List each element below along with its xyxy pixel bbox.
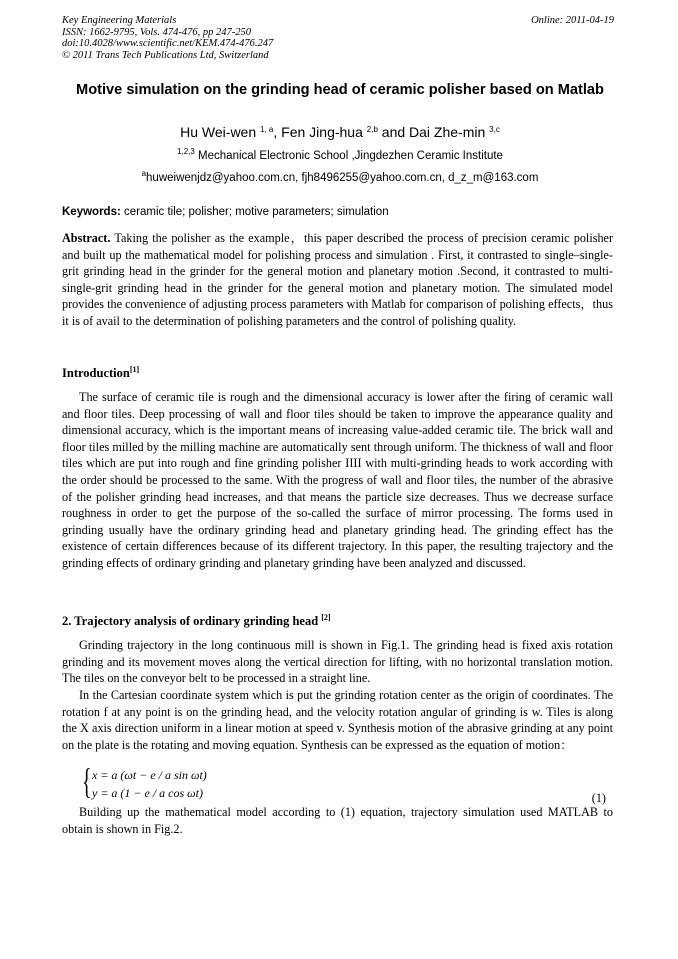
affiliation [62, 147, 618, 162]
section-heading-introduction [62, 366, 139, 381]
affiliation-superscript: 1,2,3 [177, 147, 195, 156]
online-date: Online: 2011-04-19 [531, 15, 614, 26]
equation-brace: { [82, 761, 92, 801]
email-addresses: huweiwenjdz@yahoo.com.cn, fjh8496255@yahoo.com.cn, d_z_m@163.com [146, 172, 539, 184]
paper-title: Motive simulation on the grinding head of ceramic polisher based on Matlab [76, 82, 604, 98]
section2-paragraph-3: Building up the mathematical model according to (1) equation, trajectory simulation used MATLAB to obtain is shown in Fig.2. [62, 805, 613, 836]
reference-marker: [1] [129, 365, 140, 374]
journal-header [62, 15, 273, 61]
author-separator: , [273, 124, 282, 140]
abstract-label: Abstract. [62, 231, 111, 245]
reference-marker: [2] [321, 613, 331, 622]
author-superscript: 2,b [366, 125, 378, 134]
author-name: Hu Wei-wen [180, 124, 257, 140]
equation-of-motion [82, 761, 613, 805]
introduction-paragraph: The surface of ceramic tile is rough and the dimensional accuracy is lower after the firing of ceramic wall and floor tiles. Deep processing of wall and floor tiles should be taken to improve the appearance quality and dimensional accuracy, which is the important means of increasing value-added ceramic tile. The brick wall and floor tiles milled by the milling machine are automatically sent through uniform. The thickness of wall and floor tiles which are put into rough and fine grinding polisher IIII with multi-grinding heads to work according with the order should be processed to the same. With the progress of wall and floor tiles, the number of the abrasive of the polisher grinding head increases, and that means the particle size decreases. Thus we decrease surface roughness in order to get the purpose of the so-called the surface of mirror processing. The forms used in grinding usually have the ordinary grinding head and planetary grinding head. The grinding effect has the existence of certain differences because of its different trajectory. In this paper, the resulting trajectory and the grinding effects of ordinary grinding and planetary grinding have been analyzed and discussed. [62, 390, 613, 570]
author-list [62, 124, 618, 140]
keywords [62, 206, 389, 218]
keywords-label: Keywords: [62, 206, 121, 218]
email-line [62, 169, 618, 184]
issn-line: ISSN: 1662-9795, Vols. 474-476, pp 247-250 [62, 26, 251, 38]
affiliation-text: Mechanical Electronic School ,Jingdezhen Ceramic Institute [198, 150, 503, 162]
section2-paragraph-1: Grinding trajectory in the long continuous mill is shown in Fig.1. The grinding head is fixed axis rotation grinding and its movement moves along the vertical direction for lifting, with no horizontal translation motion. The tiles on the conveyor belt to be processed in a straight line. [62, 638, 613, 686]
section2-paragraph-2: In the Cartesian coordinate system which is put the grinding rotation center as the origin of coordinates. The rotation f at any point is on the grinding head, and the velocity rotation angular of grinding is w. Tiles is along the X axis direction uniform in a linear motion at speed v. Synthesis motion of the abrasive grinding at any point on the plate is the rotating and moving equation. Synthesis can be expressed as the equation of motion： [62, 688, 613, 752]
abstract-text: Taking the polisher as the example，this paper described the process of precision ceramic polisher and built up the mathematical model for polishing process and simulation . First, it contrasted to single–single-grit grinding head in the grinder for the general motion and planetary motion .Second, it contrasted to multi-single-grit grinding head in the grinder for the general motion and planetary motion. The simulated model provides the convenience of adjusting process parameters with Matlab for comparison of polishing effects，thus it is of avail to the determination of polishing parameters and the control of polishing quality. [62, 231, 614, 328]
keywords-text: ceramic tile; polisher; motive parameters; simulation [124, 206, 389, 218]
abstract [62, 230, 613, 330]
section-heading-trajectory [62, 614, 331, 629]
author-name: Dai Zhe-min [409, 124, 486, 140]
equation-line-x: x = a (ωt − e / a sin ωt) [92, 768, 207, 782]
author-name: Fen Jing-hua [281, 124, 363, 140]
copyright-line: © 2011 Trans Tech Publications Ltd, Switzerland [62, 49, 269, 61]
section-heading-text: Introduction [62, 366, 130, 380]
email-superscript: a [141, 169, 147, 178]
author-superscript: 1, a [260, 125, 274, 134]
author-superscript: 3,c [489, 125, 500, 134]
equation-number: (1) [591, 791, 606, 805]
author-conjunction: and [377, 124, 410, 140]
section-heading-text: 2. Trajectory analysis of ordinary grinding head [62, 614, 319, 628]
equation-line-y: y = a (1 − e / a cos ωt) [92, 786, 203, 800]
doi-line: doi:10.4028/www.scientific.net/KEM.474-476.247 [62, 38, 274, 49]
journal-name: Key Engineering Materials [62, 15, 177, 26]
